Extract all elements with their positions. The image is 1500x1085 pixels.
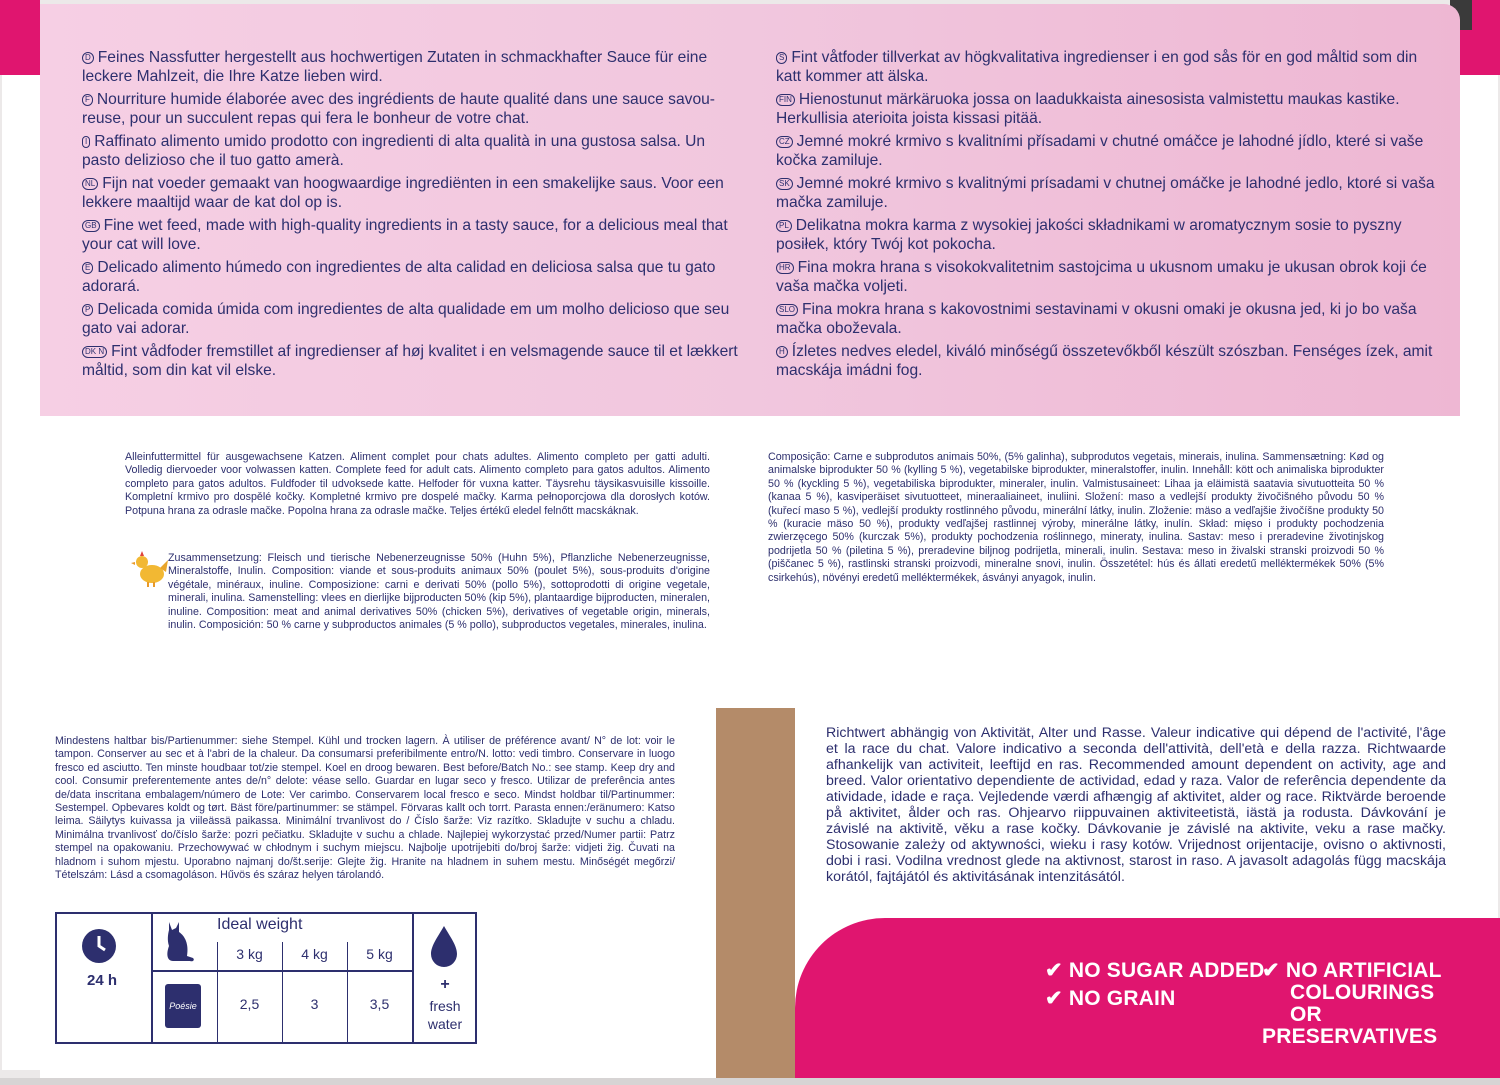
description-text: Fina mokra hrana s visokokvalitetnim sastojcima u ukusnom umaku je ukusan obrok koji će vaša mačka voljeti. (776, 259, 1427, 295)
country-badge: DK N (82, 346, 107, 358)
check-icon: ✔ (1045, 959, 1063, 982)
claim-no-artificial (1262, 960, 1500, 1048)
country-badge: F (82, 94, 93, 106)
country-badge: SLO (776, 304, 798, 316)
composition-right (768, 451, 1384, 585)
country-badge: I (82, 136, 90, 148)
description-item (82, 343, 742, 380)
description-text: Fint våtfoder tillverkat av högkvalitativa ingredienser i en god sås för en god måltid som din katt kommer att älska. (776, 49, 1418, 85)
description-item (776, 49, 1436, 86)
description-item (776, 91, 1436, 128)
description-item (776, 301, 1436, 338)
weight-3kg: 3 kg (236, 946, 263, 962)
composition-left-paragraph: Zusammensetzung: Fleisch und tierische Nebenerzeugnisse 50% (Huhn 5%), Pflanzliche Nebenerzeugnisse, Mineralstoffe, Inulin. Composition: viande et sous-produits animaux 50% (poulet 5%), sous-produits d'origine végétale, minéraux, inuline. Composizione: carni e derivati 50% (pollo 5%), sottoprodotti di origine vegetale, minerali, inulina. Samenstelling: vlees en dierlijke bijproducten 50% (kip 5%), plantaardige bijproducten, mineralen, inuline. Composition: meat and animal derivatives 50% (chicken 5%), derivatives of vegetable origin, minerals, inulin. Composición: 50 % carne y subproductos animales (5 % pollo), subproductos vegetales, minerales, inulina. (168, 552, 710, 632)
cat-icon (163, 918, 197, 969)
description-text: Jemné mokré krmivo s kvalitními přísadami v chutné omáčce je lahodné jídlo, které si vaše kočka zamiluje. (776, 133, 1424, 169)
description-text: Fijn nat voeder gemaakt van hoogwaardige ingrediënten in een smakelijke saus. Voor een lekkere maaltijd waar de kat dol op is. (82, 175, 724, 211)
description-text: Delicado alimento húmedo con ingredientes de alta calidad en deliciosa salsa que tu gato adorará. (82, 259, 716, 295)
water-label-2: water (427, 1016, 463, 1032)
check-icon: ✔ (1045, 987, 1063, 1010)
pink-corner-left (0, 0, 40, 75)
amount-3kg: 2,5 (239, 996, 260, 1012)
description-right-column (776, 49, 1436, 385)
water-drop-icon (429, 924, 459, 973)
country-badge: GB (82, 220, 100, 232)
check-icon: ✔ (1262, 959, 1280, 982)
complete-feed-text (125, 451, 710, 518)
brown-strip (715, 708, 795, 1078)
water-label-1: fresh (429, 998, 461, 1014)
description-text: Delicada comida úmida com ingredientes de alta qualidade em um molho delicioso que seu gato vai adorar. (82, 301, 730, 337)
claim-no-sugar-text: NO SUGAR ADDED (1068, 959, 1265, 982)
weight-5kg: 5 kg (366, 946, 393, 962)
claim-no-grain (1045, 988, 1175, 1010)
feeding-table (55, 912, 477, 1044)
description-item (82, 49, 742, 86)
composition-right-paragraph: Composição: Carne e subprodutos animais 50%, (5% galinha), subprodutos vegetais, minerais, inulina. Sammensætning: Kød og animalske biprodukter 50 % (kylling 5 %), vegetabilske biprodukter, mineralstoffer, inulin. Innehåll: kött och animaliska biprodukter 50 % (kyckling 5 %), vegetabiliska biprodukter, mineraler, inulin. Valmistusaineet: Lihaa ja eläimistä saatavia sivutuotteita 50 % (kanaa 5 %), kasviperäiset sivutuotteet, mineraaliaineet, inuliini. Složení: maso a vedlejší produkty živočišného původu 50 % (kuřecí maso 5 %), vedlejší produkty rostlinného původu, minerální látky, inulin. Zloženie: mäso a vedľajšie živočíšne produkty 50 % (kuracie mäso 50 %), produkty vedľajšej rastlinnej výroby, minerálne látky, inulín. Skład: mięso i produkty pochodzenia zwierzęcego 50% (kurczak 5%), produkty pochodzenia roślinnego, mineraty, inulina. Sastav: meso i preradevine životinjskog podrijetla 50 % (piletina 5 %), preradevine biljnog podrijetla, minerali, inulin. Sestava: meso in živalski stranski proizvodi 50 % (piščanec 5 %), rastlinski stranski proizvodi, mineralne snovi, inulin. Összetétel: hús és állati eredetű melléktermékek 50% (5% csirkehús), növényi eredetű melléktermékek, ásványi anyagok, inulin. (768, 451, 1384, 584)
pouch-label: Poésie (169, 1001, 197, 1011)
description-item (82, 175, 742, 212)
country-badge: PL (776, 220, 792, 232)
feeding-paragraph: Richtwert abhängig von Aktivität, Alter und Rasse. Valeur indicative qui dépend de l'activité, l'âge et la race du chat. Valore indicativo a seconda dell'attività, dell'età e della razza. Richtwaarde afhankelijk van activiteit, leeftijd en ras. Recommended amount dependent on activity, age and breed. Valor orientativo dependiente de actividad, edad y raza. Valor de referência dependente da atividade, idade e raça. Vejledende værdi afhængig af aktivitet, alder og race. Riktvärde beroende på aktivitet, ålder och ras. Ohjearvo riippuvainen aktiviteetistä, iästä ja rodusta. Dávkování je závislé na aktivitě, věku a rase kočky. Dávkovanie je závislé na aktivite, veku a rase mačky. Stosowanie zależy od aktywności, wieku i rasy kotów. Vrijednost orijentacije, ovisno o aktivnosti, dobi i rasi. Vodilna vrednost glede na aktivnost, starost in raso. A javasolt adagolás függ macskája korától, fajtájától és aktivitásának intenzitásától. (826, 725, 1446, 885)
bottom-edge (0, 1078, 1500, 1085)
claim-no-sugar (1045, 960, 1265, 982)
claim-artificial-line1: NO ARTIFICIAL (1285, 959, 1442, 982)
weight-4kg: 4 kg (301, 946, 328, 962)
left-edge-panel (2, 20, 40, 1070)
description-text: Feines Nassfutter hergestellt aus hochwertigen Zutaten in schmackhafter Sauce für eine leckere Mahlzeit, die Ihre Katze lieben wird. (82, 49, 708, 85)
description-item (82, 91, 742, 128)
ideal-weight-header: Ideal weight (217, 916, 303, 933)
feeding-guide-text (826, 725, 1446, 885)
amount-5kg: 3,5 (369, 996, 390, 1012)
country-badge: E (82, 262, 93, 274)
description-item (82, 133, 742, 170)
description-item (776, 343, 1436, 380)
storage-paragraph: Mindestens haltbar bis/Partienummer: siehe Stempel. Kühl und trocken lagern. À utiliser de préférence avant/ N° de lot: voir le tampon. Conserver au sec et à l'abri de la chaleur. Da consumarsi preferibilmente entro/N. lotto: vedi timbro. Conservare in luogo fresco ed asciutto. Ten minste houdbaar tot/zie stempel. Koel en droog bewaren. Best before/Batch No.: see stamp. Keep dry and cool. Consumir preferentemente antes de/n° delote: véase sello. Guardar en lugar seco y fresco. Utilizar de preferência antes de/data inscritana embalagem/número de Lote: Ver carimbo. Conservarem local fresco e seco. Mindst holdbar til/Partinummer: Sestempel. Opbevares koldt og tørt. Bäst före/partinummer: se stämpel. Förvaras kallt och torrt. Parasta ennen:/eränumero: Katso leima. Säilytys kuivassa ja viileässä paikassa. Minimální trvanlivost do / Číslo šarže: Viz razítko. Skladujte v suchu a chladu. Minimálna trvanlivosť do/číslo šarže: pozri pečiatku. Skladujte v suchu a chlade. Najlepiej wykorzystać przed/Numer partii: Patrz stempel na opakowaniu. Przechowywać w chłodnym i suchym miejscu. Najbolje upotrijebiti do/broj šarže: vidjeti žig. Čuvati na hladnom i suhom mjestu. Uporabno najmanj do/št.serije: Glejte žig. Hranite na hladnem in suhem mestu. Minőségét megőrzi/ Tételszám: Lásd a csomagoláson. Hűvös és száraz helyen tárolandó. (55, 735, 675, 882)
description-text: Fine wet feed, made with high-quality ingredients in a tasty sauce, for a delicious meal that your cat will love. (82, 217, 728, 253)
claim-artificial-line3: OR PRESERVATIVES (1262, 1003, 1438, 1048)
description-item (82, 217, 742, 254)
country-badge: H (776, 346, 788, 358)
description-item (776, 217, 1436, 254)
description-item (82, 259, 742, 296)
claim-artificial-line2: COLOURINGS (1290, 981, 1435, 1004)
country-badge: CZ (776, 136, 793, 148)
right-edge-panel (1460, 20, 1498, 1070)
clock-icon (81, 928, 117, 969)
country-badge: S (776, 52, 787, 64)
description-text: Raffinato alimento umido prodotto con ingredienti di alta qualità in una gustosa salsa. Un pasto delizioso che il tuo gatto amerà. (82, 133, 706, 169)
country-badge: HR (776, 262, 794, 274)
complete-feed-paragraph: Alleinfuttermittel für ausgewachsene Katzen. Aliment complet pour chats adultes. Alimento completo per gatti adulti. Volledig diervoeder voor volwassen katten. Complete feed for adult cats. Alimento completo para gatos adultos. Alimento completo para gatos adultos. Fuldfoder til udvoksede katte. Helfoder för vuxna katter. Täysrehu täysikasvuisille kissoille. Kompletní krmivo pro dospělé kočky. Kompletné krmivo pre dospelé mačky. Karma pełnoporcjowa dla dorosłych kotów. Potpuna hrana za odrasle mačke. Popolna hrana za odrasle mačke. Teljes értékű eledel felnőtt macskáknak. (125, 451, 710, 517)
country-badge: FIN (776, 94, 795, 106)
claim-no-grain-text: NO GRAIN (1068, 987, 1176, 1010)
composition-left (168, 552, 710, 632)
pouch-icon (165, 984, 201, 1028)
description-text: Delikatna mokra karma z wysokiej jakości składnikami w aromatycznym sosie to pyszny posiłek, który Twój kot pokocha. (776, 217, 1402, 253)
description-left-column (82, 49, 742, 385)
water-plus: + (440, 976, 450, 993)
description-text: Nourriture humide élaborée avec des ingrédients de haute qualité dans une sauce savoureuse, pour un succulent repas qui fera le bonheur de votre chat. (82, 91, 715, 127)
description-text: Fina mokra hrana s kakovostnimi sestavinami v okusni omaki je okusna jed, ki jo bo vaša mačka oboževala. (776, 301, 1417, 337)
country-badge: SK (776, 178, 793, 190)
description-text: Ízletes nedves eledel, kiváló minőségű összetevőkből készült szószban. Fenséges ízek, amit macskája imádni fog. (776, 343, 1433, 379)
country-badge: D (82, 52, 94, 64)
chicken-icon (130, 548, 170, 588)
feeding-time: 24 h (86, 972, 117, 989)
description-text: Jemné mokré krmivo s kvalitnými prísadami v chutnej omáčke je lahodné jedlo, ktoré si vaša mačka zamiluje. (776, 175, 1435, 211)
description-item (82, 301, 742, 338)
amount-4kg: 3 (310, 996, 319, 1012)
description-item (776, 175, 1436, 212)
description-text: Fint vådfoder fremstillet af ingredienser af høj kvalitet i en velsmagende sauce til et lækkert måltid, som din kat vil elske. (82, 343, 738, 379)
description-text: Hienostunut märkäruoka jossa on laadukkaista ainesosista valmistettu maukas kastike. Herkullisia aterioita joista kissasi pitää. (776, 91, 1400, 127)
country-badge: NL (82, 178, 98, 190)
description-item (776, 133, 1436, 170)
storage-text (55, 735, 675, 882)
description-item (776, 259, 1436, 296)
country-badge: P (82, 304, 93, 316)
